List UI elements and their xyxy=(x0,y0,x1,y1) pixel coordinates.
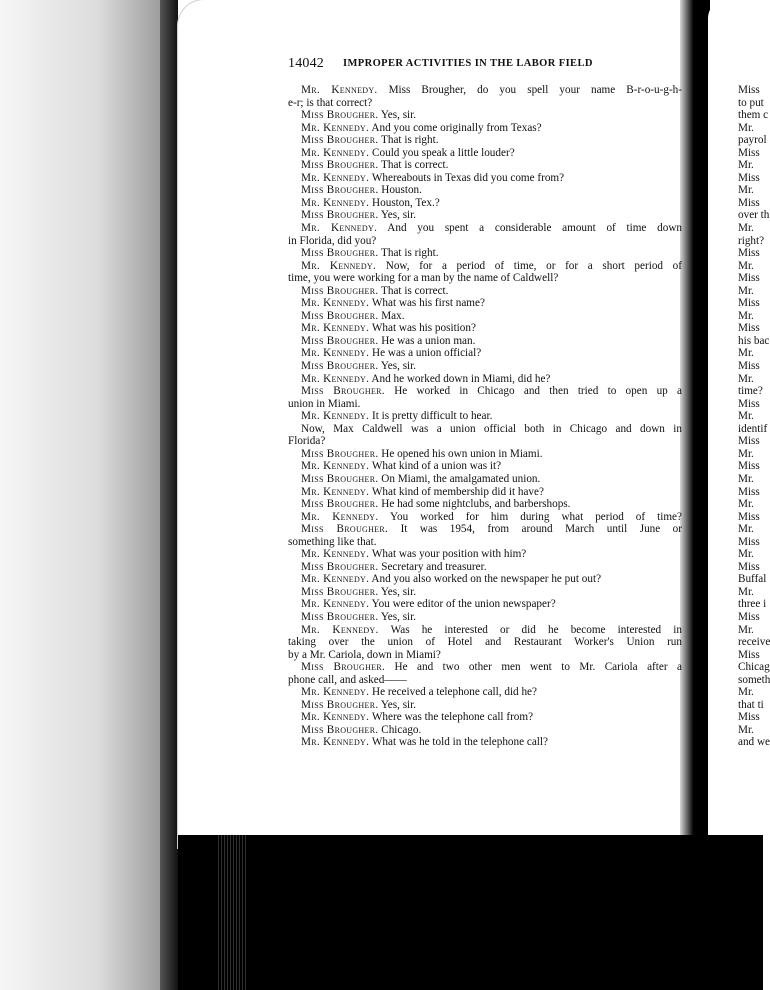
speaker-name: Miss Brougher. xyxy=(301,560,379,573)
right-page-fragment: payrol xyxy=(738,134,767,147)
page-number: 14042 xyxy=(288,56,324,71)
right-page-fragment: Miss xyxy=(738,535,760,548)
right-page-fragment: Miss xyxy=(738,648,760,661)
transcript-line xyxy=(288,222,682,235)
line-text: Houston, Tex.? xyxy=(369,196,440,209)
line-text: Yes, sir. xyxy=(378,610,417,623)
transcript-line xyxy=(288,172,682,185)
speaker-name: Miss Brougher. xyxy=(301,159,379,172)
speaker-name: Mr. Kennedy. xyxy=(301,460,370,473)
transcript-line xyxy=(288,109,682,122)
right-page-fragment: three i xyxy=(738,598,767,611)
line-text: It was 1954, from around March until June or xyxy=(388,523,682,536)
right-page-fragment: Mr. xyxy=(738,309,754,322)
right-page-fragment: right? xyxy=(738,234,765,247)
line-text: union in Miami. xyxy=(288,397,361,410)
right-page-fragment: Mr. xyxy=(738,372,754,385)
transcript-line xyxy=(288,84,682,97)
transcript-line xyxy=(288,649,682,662)
speaker-name: Mr. Kennedy. xyxy=(301,259,377,272)
right-page-fragment: Mr. xyxy=(738,121,754,134)
speaker-name: Miss Brougher. xyxy=(301,447,379,460)
transcript-line xyxy=(288,147,682,160)
line-text: Miss Brougher, do you spell your name B-r-o-u-g-h- xyxy=(377,84,682,96)
right-page-fragment: Mr. xyxy=(738,585,754,598)
right-page-fragment: someth xyxy=(738,673,770,686)
right-page-fragment: that ti xyxy=(738,698,764,711)
line-text: Yes, sir. xyxy=(378,698,417,711)
line-text: by a Mr. Cariola, down in Miami? xyxy=(288,648,441,661)
speaker-name: Miss Brougher. xyxy=(301,585,379,598)
line-text: Was he interested or did he become interested in xyxy=(378,623,682,636)
line-text: It is pretty difficult to hear. xyxy=(369,410,493,423)
right-page-fragment: Buffal xyxy=(738,573,767,586)
speaker-name: Miss Brougher. xyxy=(301,610,379,623)
binding-fold xyxy=(160,0,178,990)
transcript-line xyxy=(288,699,682,712)
transcript-line xyxy=(288,435,682,448)
right-page-fragment: Mr. xyxy=(738,284,754,297)
transcript-line xyxy=(288,523,682,536)
right-page-text xyxy=(738,84,770,749)
transcript-line xyxy=(288,548,682,561)
line-text: taking over the union of Hotel and Restaurant Worker's Union run xyxy=(288,636,682,649)
transcript-line xyxy=(288,285,682,298)
speaker-name: Miss Brougher. xyxy=(301,498,379,511)
right-page-fragment: his bac xyxy=(738,334,770,347)
transcript-line xyxy=(288,360,682,373)
right-page-fragment: Chicag xyxy=(738,661,770,674)
line-text: Secretary and treasurer. xyxy=(378,560,487,573)
right-page-fragment: Mr. xyxy=(738,447,754,460)
line-text: That is right. xyxy=(378,247,439,260)
right-page-fragment: Mr. xyxy=(738,410,754,423)
right-page-fragment: Miss xyxy=(738,84,760,96)
speaker-name: Miss Brougher. xyxy=(301,134,379,147)
line-text: Could you speak a little louder? xyxy=(369,146,515,159)
line-text: And you spent a considerable amount of time down xyxy=(377,222,682,235)
line-text: Florida? xyxy=(288,435,326,448)
right-page-fragment: Mr. xyxy=(738,498,754,511)
right-page-fragment: time? xyxy=(738,385,763,398)
right-page-fragment: Mr. xyxy=(738,623,754,636)
line-text: He opened his own union in Miami. xyxy=(378,447,543,460)
transcript-body xyxy=(288,84,682,749)
line-text: And you also worked on the newspaper he put out? xyxy=(369,573,602,586)
transcript-line xyxy=(288,335,682,348)
transcript-line xyxy=(288,686,682,699)
transcript-line xyxy=(288,385,682,398)
transcript-line xyxy=(288,310,682,323)
line-text: You were editor of the union newspaper? xyxy=(369,598,556,611)
right-page-fragment: them c xyxy=(738,109,769,122)
right-page-fragment: Mr. xyxy=(738,723,754,736)
speaker-name: Miss Brougher. xyxy=(301,109,379,122)
right-page-fragment: Miss xyxy=(738,610,760,623)
right-page-fragment: Mr. xyxy=(738,184,754,197)
right-page-fragment: Mr. xyxy=(738,159,754,172)
right-page-fragment: identif xyxy=(738,422,768,435)
speaker-name: Mr. Kennedy. xyxy=(301,736,370,749)
speaker-name: Miss Brougher. xyxy=(301,472,379,485)
right-page-fragment: Mr. xyxy=(738,523,754,536)
transcript-line xyxy=(288,235,682,248)
transcript-line xyxy=(288,373,682,386)
right-page-fragment: Miss xyxy=(738,146,760,159)
line-text: Yes, sir. xyxy=(378,109,417,122)
right-page-fragment: Miss xyxy=(738,322,760,335)
speaker-name: Miss Brougher. xyxy=(301,309,379,322)
right-page-fragment: receive xyxy=(738,636,770,649)
transcript-line xyxy=(288,347,682,360)
right-page-fragment: Miss xyxy=(738,435,760,448)
speaker-name: Miss Brougher. xyxy=(301,723,379,736)
right-page-fragment: Miss xyxy=(738,360,760,373)
line-text: Max. xyxy=(378,309,405,322)
transcript-line xyxy=(288,724,682,737)
line-text: And you come originally from Texas? xyxy=(369,121,542,134)
right-page-fragment: Mr. xyxy=(738,686,754,699)
speaker-name: Miss Brougher. xyxy=(301,284,379,297)
speaker-name: Mr. Kennedy. xyxy=(301,322,370,335)
speaker-name: Miss Brougher. xyxy=(301,698,379,711)
transcript-line xyxy=(288,661,682,674)
speaker-name: Mr. Kennedy. xyxy=(301,711,370,724)
right-page-fragment: Miss xyxy=(738,297,760,310)
speaker-name: Mr. Kennedy. xyxy=(301,84,378,96)
speaker-name: Miss Brougher. xyxy=(301,247,379,260)
line-text: What was he told in the telephone call? xyxy=(369,736,548,749)
page-header xyxy=(288,56,680,76)
speaker-name: Miss Brougher. xyxy=(301,661,386,674)
line-text: You worked for him during what period of time? xyxy=(378,510,682,523)
line-text: time, you were working for a man by the name of Caldwell? xyxy=(288,272,559,285)
transcript-line xyxy=(288,134,682,147)
right-page-fragment: Mr. xyxy=(738,222,754,235)
speaker-name: Mr. Kennedy. xyxy=(301,623,379,636)
speaker-name: Miss Brougher. xyxy=(301,209,379,222)
speaker-name: Mr. Kennedy. xyxy=(301,372,370,385)
transcript-line xyxy=(288,184,682,197)
line-text: Whereabouts in Texas did you come from? xyxy=(369,171,565,184)
transcript-line xyxy=(288,536,682,549)
right-page-fragment: Miss xyxy=(738,247,760,260)
speaker-name: Mr. Kennedy. xyxy=(301,297,370,310)
right-page-fragment: Miss xyxy=(738,560,760,573)
transcript-line xyxy=(288,573,682,586)
line-text: That is correct. xyxy=(378,284,449,297)
transcript-line xyxy=(288,209,682,222)
right-page-fragment: Mr. xyxy=(738,472,754,485)
line-text: He had some nightclubs, and barbershops. xyxy=(378,498,571,511)
line-text: in Florida, did you? xyxy=(288,234,377,247)
transcript-line xyxy=(288,486,682,499)
transcript-line xyxy=(288,423,682,436)
transcript-line xyxy=(288,122,682,135)
line-text: On Miami, the amalgamated union. xyxy=(378,472,541,485)
speaker-name: Mr. Kennedy. xyxy=(301,146,370,159)
line-text: He and two other men went to Mr. Cariola after a xyxy=(385,661,682,674)
running-title: IMPROPER ACTIVITIES IN THE LABOR FIELD xyxy=(343,58,593,69)
transcript-line xyxy=(288,586,682,599)
speaker-name: Mr. Kennedy. xyxy=(301,573,370,586)
line-text: Where was the telephone call from? xyxy=(369,711,534,724)
transcript-line xyxy=(288,711,682,724)
line-text: What kind of membership did it have? xyxy=(369,485,544,498)
right-page-fragment: Miss xyxy=(738,485,760,498)
transcript-line xyxy=(288,636,682,649)
transcript-line xyxy=(288,247,682,260)
line-text: He was a union man. xyxy=(378,334,476,347)
right-page-fragment: Miss xyxy=(738,272,760,285)
right-page-fragment: Mr. xyxy=(738,259,754,272)
right-page xyxy=(708,0,770,848)
line-text: And he worked down in Miami, did he? xyxy=(369,372,551,385)
line-text: Yes, sir. xyxy=(378,585,417,598)
transcript-line xyxy=(288,473,682,486)
transcript-line xyxy=(288,674,682,687)
transcript-line xyxy=(288,598,682,611)
right-page-fragment: Miss xyxy=(738,510,760,523)
right-page-fragment: and we xyxy=(738,736,770,749)
transcript-line xyxy=(288,611,682,624)
speaker-name: Mr. Kennedy. xyxy=(301,196,370,209)
speaker-name: Miss Brougher. xyxy=(301,523,389,536)
scan-bottom-shadow xyxy=(178,835,763,990)
line-text: Now, Max Caldwell was a union official both in Chicago and down in xyxy=(301,422,682,435)
right-page-fragment: Miss xyxy=(738,196,760,209)
line-text: e-r; is that correct? xyxy=(288,96,373,109)
transcript-line xyxy=(288,322,682,335)
transcript-line xyxy=(288,197,682,210)
speaker-name: Mr. Kennedy. xyxy=(301,598,370,611)
speaker-name: Mr. Kennedy. xyxy=(301,510,379,523)
transcript-line xyxy=(288,97,682,110)
line-text: What was his position? xyxy=(369,322,476,335)
line-text: Yes, sir. xyxy=(378,360,417,373)
transcript-line xyxy=(288,159,682,172)
speaker-name: Mr. Kennedy. xyxy=(301,171,370,184)
transcript-line xyxy=(288,498,682,511)
line-text: Yes, sir. xyxy=(378,209,417,222)
transcript-line xyxy=(288,410,682,423)
scan-left-gutter xyxy=(0,0,178,990)
line-text: What kind of a union was it? xyxy=(369,460,502,473)
speaker-name: Mr. Kennedy. xyxy=(301,485,370,498)
line-text: He worked in Chicago and then tried to open up a xyxy=(384,385,682,398)
speaker-name: Mr. Kennedy. xyxy=(301,222,378,235)
transcript-line xyxy=(288,448,682,461)
transcript-line xyxy=(288,624,682,637)
right-page-fragment: Mr. xyxy=(738,347,754,360)
right-page-fragment: Miss xyxy=(738,171,760,184)
line-text: That is right. xyxy=(378,134,439,147)
speaker-name: Mr. Kennedy. xyxy=(301,548,370,561)
right-page-fragment: Miss xyxy=(738,397,760,410)
speaker-name: Mr. Kennedy. xyxy=(301,347,370,360)
speaker-name: Mr. Kennedy. xyxy=(301,410,370,423)
transcript-line xyxy=(288,297,682,310)
transcript-line xyxy=(288,272,682,285)
line-text: Chicago. xyxy=(378,723,422,736)
line-text: something like that. xyxy=(288,535,377,548)
right-page-fragment: Mr. xyxy=(738,548,754,561)
line-text: phone call, and asked—— xyxy=(288,673,407,686)
right-page-fragment: Miss xyxy=(738,711,760,724)
transcript-line xyxy=(288,561,682,574)
line-text: Now, for a period of time, or for a short period of xyxy=(376,259,682,272)
right-page-fragment: over th xyxy=(738,209,770,222)
scan-noise-stripe xyxy=(218,835,248,990)
right-page-fragment: to put xyxy=(738,96,764,109)
transcript-line xyxy=(288,260,682,273)
speaker-name: Miss Brougher. xyxy=(301,385,385,398)
line-text: Houston. xyxy=(378,184,422,197)
line-text: He received a telephone call, did he? xyxy=(369,686,537,699)
transcript-line xyxy=(288,511,682,524)
line-text: That is correct. xyxy=(378,159,449,172)
right-page-fragment: Miss xyxy=(738,460,760,473)
speaker-name: Miss Brougher. xyxy=(301,334,379,347)
line-text: He was a union official? xyxy=(369,347,482,360)
speaker-name: Miss Brougher. xyxy=(301,184,379,197)
line-text: What was his first name? xyxy=(369,297,485,310)
line-text: What was your position with him? xyxy=(369,548,527,561)
speaker-name: Mr. Kennedy. xyxy=(301,121,370,134)
transcript-line xyxy=(288,460,682,473)
transcript-line xyxy=(288,736,682,749)
transcript-line xyxy=(288,398,682,411)
speaker-name: Miss Brougher. xyxy=(301,360,379,373)
speaker-name: Mr. Kennedy. xyxy=(301,686,370,699)
